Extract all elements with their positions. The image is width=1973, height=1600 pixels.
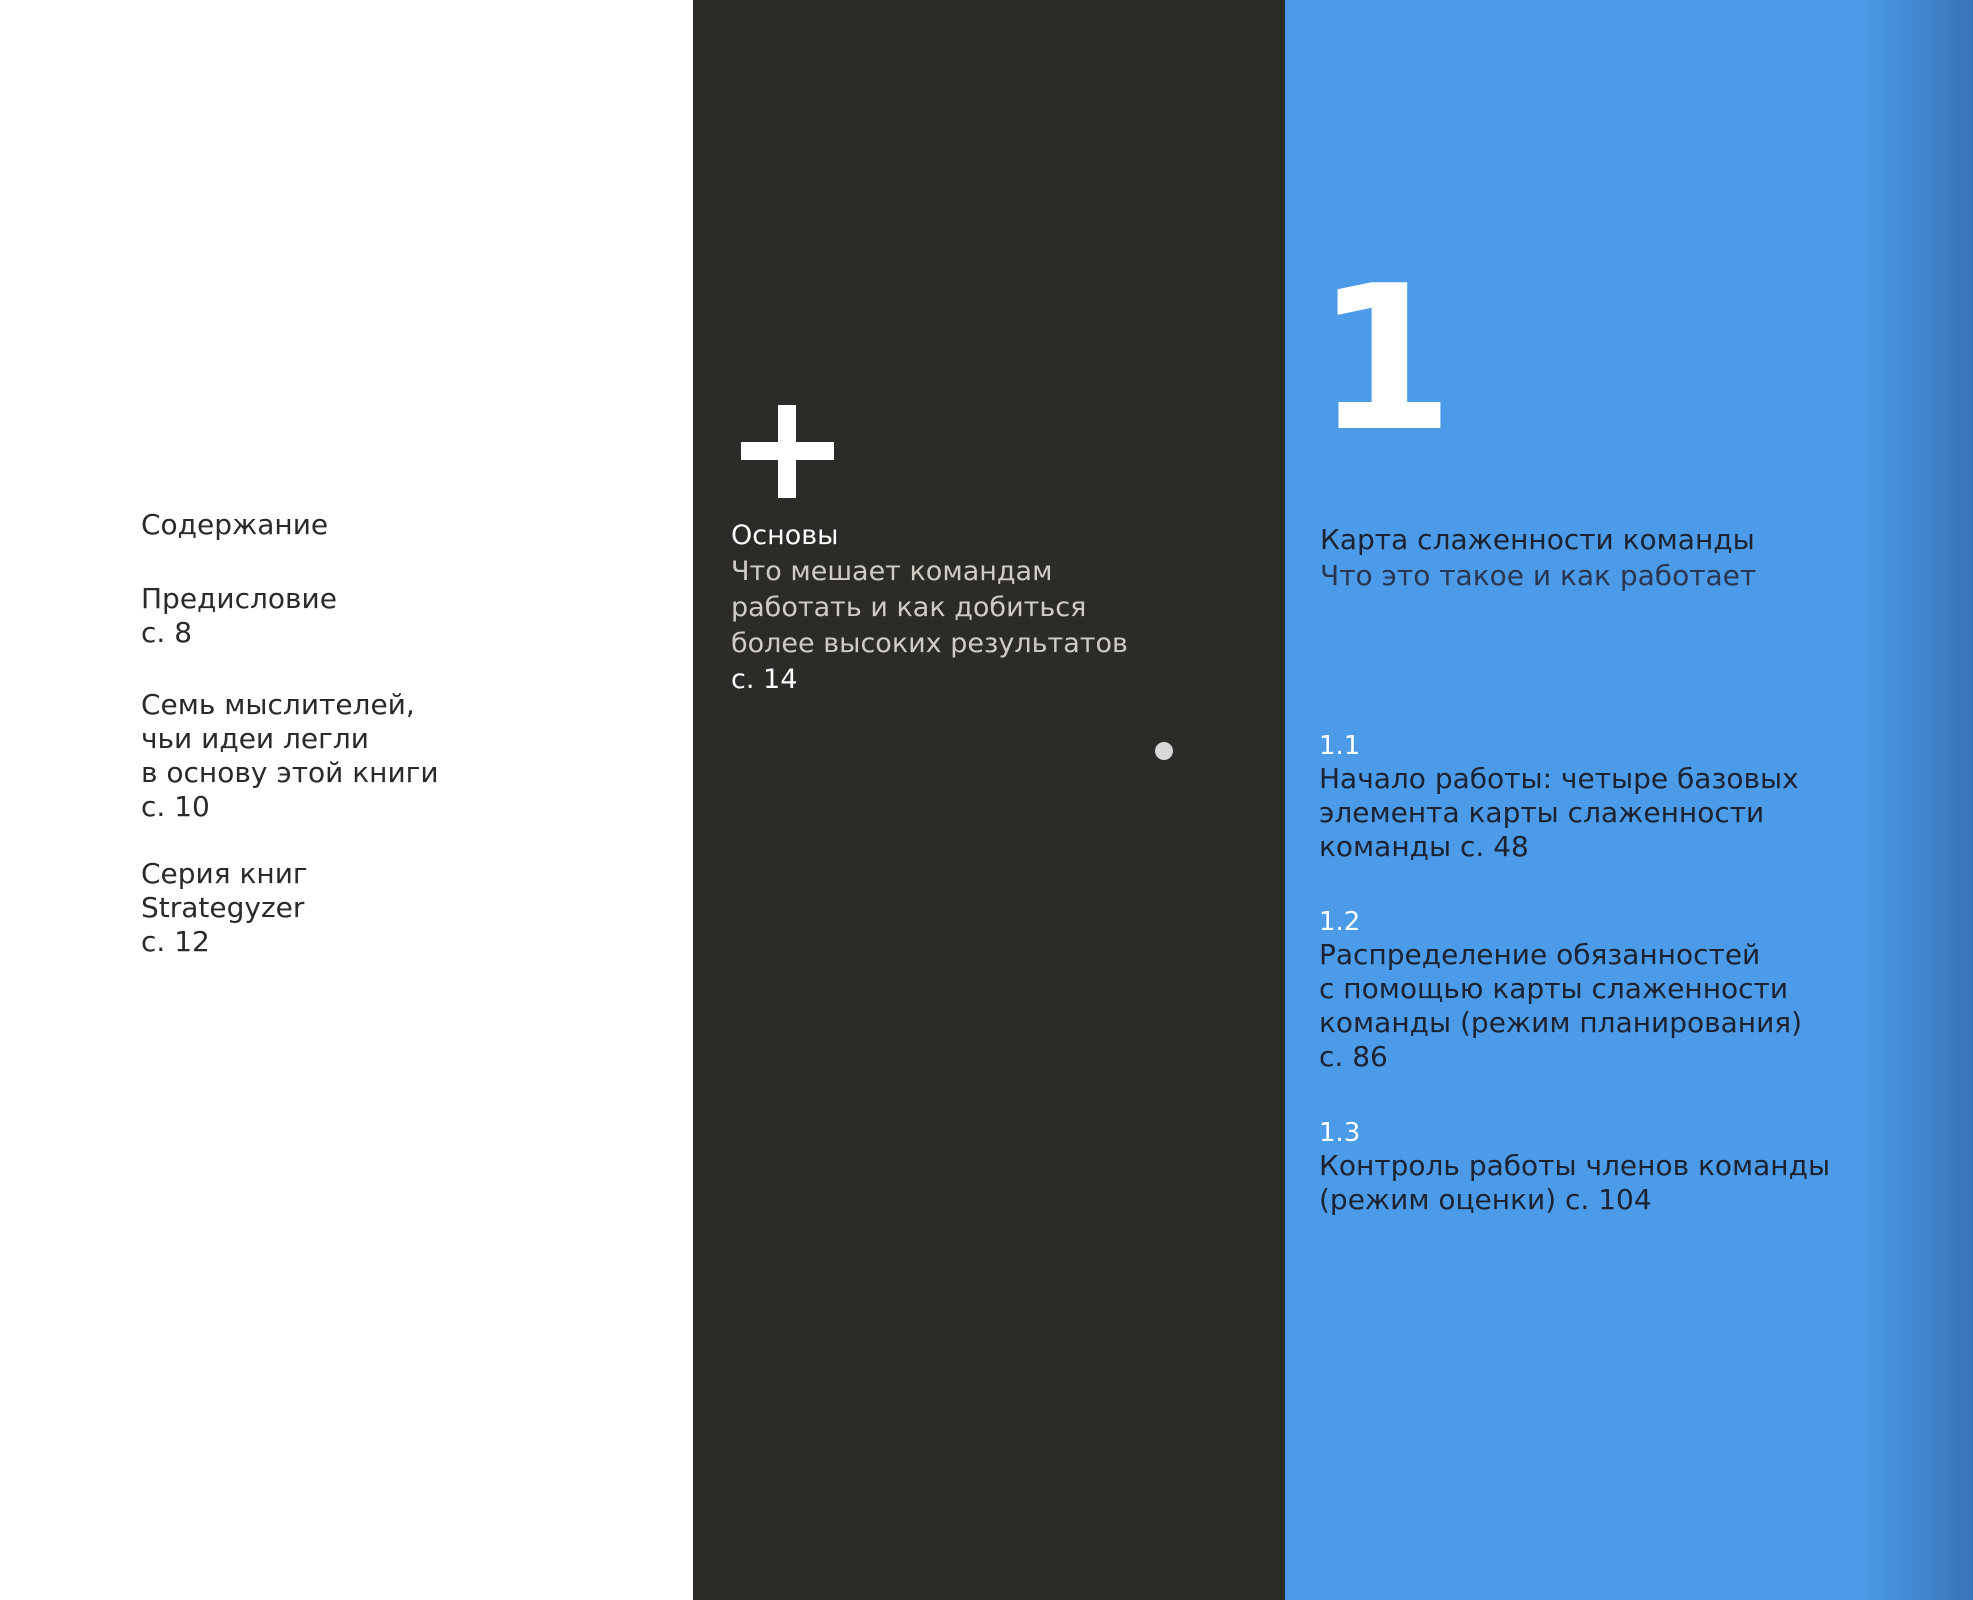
toc-section-1-2[interactable] — [1319, 906, 1802, 1074]
section-title: Контроль работы членов команды (режим оценки) с. 104 — [1319, 1149, 1831, 1216]
contents-column — [0, 0, 693, 1600]
toc-entry-basics[interactable] — [731, 518, 1128, 698]
section-number: 1.1 — [1319, 731, 1361, 761]
toc-entry-thinkers[interactable] — [141, 688, 439, 824]
chapter-number: 1 — [1315, 243, 1455, 476]
toc-section-1-3[interactable] — [1319, 1117, 1830, 1217]
toc-entry-page: с. 10 — [141, 790, 210, 823]
toc-entry-title: Серия книг Strategyzer — [141, 857, 308, 924]
chapter-title: Карта слаженности команды — [1320, 523, 1755, 556]
section-title: Распределение обязанностей с помощью карты слаженности команды (режим планирования) с. 86 — [1319, 938, 1803, 1073]
section-title: Начало работы: четыре базовых элемента карты слаженности команды с. 48 — [1319, 762, 1799, 863]
toc-entry-series[interactable] — [141, 857, 308, 959]
chapter-column — [1285, 0, 1973, 1600]
section-number: 1.2 — [1319, 907, 1361, 937]
chapter-heading[interactable] — [1320, 522, 1756, 594]
page-edge-shadow — [1863, 0, 1973, 1600]
toc-entry-page: с. 12 — [141, 925, 210, 958]
basics-column — [693, 0, 1285, 1600]
print-speck — [1155, 742, 1173, 760]
plus-icon — [741, 405, 834, 498]
section-page: с. 14 — [731, 664, 798, 695]
chapter-subtitle: Что это такое и как работает — [1320, 559, 1757, 592]
contents-heading: Содержание — [141, 508, 329, 541]
toc-entry-title: Предисловие — [141, 582, 337, 615]
section-subtitle: Что мешает командам работать и как добиться более высоких результатов — [731, 556, 1128, 659]
toc-entry-preface[interactable] — [141, 582, 337, 650]
toc-entry-title: Семь мыслителей, чьи идеи легли в основу этой книги — [141, 688, 439, 789]
toc-entry-page: с. 8 — [141, 616, 193, 649]
section-title: Основы — [731, 520, 839, 551]
toc-section-1-1[interactable] — [1319, 730, 1799, 864]
section-number: 1.3 — [1319, 1118, 1361, 1148]
